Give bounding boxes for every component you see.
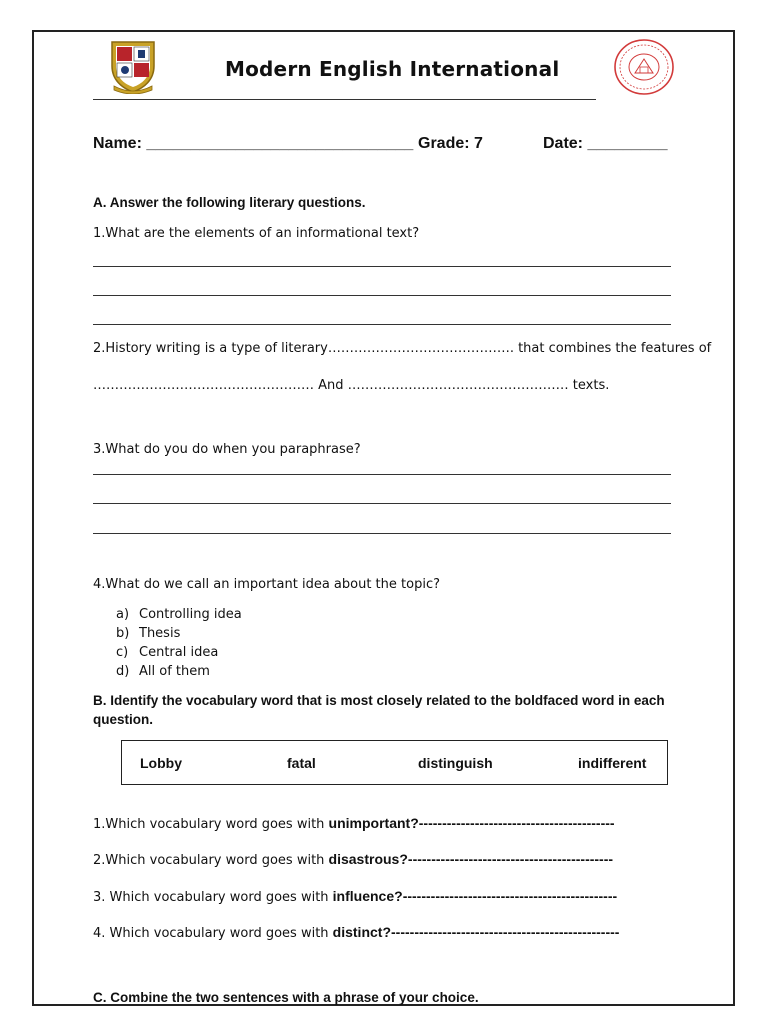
name-field[interactable]: Name: ______________________________ — [93, 135, 414, 152]
answer-line[interactable] — [93, 474, 671, 475]
section-b-heading-line2: question. — [93, 712, 153, 727]
question-a1: 1.What are the elements of an informational text? — [93, 226, 420, 241]
boldfaced-word: influence? — [332, 888, 403, 904]
school-stamp-seal — [613, 39, 675, 95]
option-letter-d: d) — [116, 664, 130, 679]
header-rule — [93, 99, 596, 100]
answer-line[interactable] — [93, 295, 671, 296]
answer-line[interactable] — [93, 266, 671, 267]
option-letter-a: a) — [116, 607, 130, 622]
vocab-word-distinguish: distinguish — [418, 755, 493, 771]
answer-blank[interactable]: ------------------------------------------------- — [391, 924, 620, 940]
question-text: 2.Which vocabulary word goes with — [93, 853, 329, 868]
question-a2-line2: …………………………………………… And …………………………………………… texts. — [93, 378, 610, 393]
question-a2-line1: 2.History writing is a type of literary……………………………………. that combines the features of — [93, 341, 712, 356]
option-letter-b: b) — [116, 626, 130, 641]
section-c-heading: C. Combine the two sentences with a phrase of your choice. — [93, 990, 479, 1005]
vocab-question-2 — [93, 851, 613, 868]
vocab-question-4 — [93, 924, 619, 941]
vocabulary-word-box — [121, 740, 668, 785]
boldfaced-word: disastrous? — [328, 851, 408, 867]
answer-line[interactable] — [93, 324, 671, 325]
option-text-b[interactable]: Thesis — [139, 626, 181, 641]
option-letter-c: c) — [116, 645, 129, 660]
vocab-question-1 — [93, 815, 615, 832]
section-b-heading-line1: B. Identify the vocabulary word that is most closely related to the boldfaced word in each — [93, 693, 665, 708]
vocab-word-fatal: fatal — [287, 755, 316, 771]
vocab-word-indifferent: indifferent — [578, 755, 647, 771]
option-text-d[interactable]: All of them — [139, 664, 210, 679]
question-text: 3. Which vocabulary word goes with — [93, 890, 333, 905]
date-field[interactable]: Date: _________ — [543, 135, 668, 152]
answer-line[interactable] — [93, 533, 671, 534]
answer-line[interactable] — [93, 503, 671, 504]
vocab-question-3 — [93, 888, 617, 905]
question-a3: 3.What do you do when you paraphrase? — [93, 442, 361, 457]
question-text: 1.Which vocabulary word goes with — [93, 817, 329, 832]
option-text-c[interactable]: Central idea — [139, 645, 219, 660]
boldfaced-word: distinct? — [332, 924, 392, 940]
question-a4: 4.What do we call an important idea about the topic? — [93, 577, 440, 592]
vocab-word-lobby: Lobby — [140, 755, 182, 771]
question-text: 4. Which vocabulary word goes with — [93, 926, 333, 941]
section-a-heading: A. Answer the following literary questions. — [93, 195, 366, 210]
grade-label: Grade: 7 — [418, 135, 483, 152]
option-text-a[interactable]: Controlling idea — [139, 607, 242, 622]
boldfaced-word: unimportant? — [328, 815, 419, 831]
answer-blank[interactable]: ---------------------------------------------- — [402, 888, 618, 904]
answer-blank[interactable]: ------------------------------------------ — [418, 815, 615, 831]
answer-blank[interactable]: -------------------------------------------- — [407, 851, 614, 867]
school-name: Modern English International — [225, 57, 560, 81]
school-crest-logo — [108, 38, 158, 94]
